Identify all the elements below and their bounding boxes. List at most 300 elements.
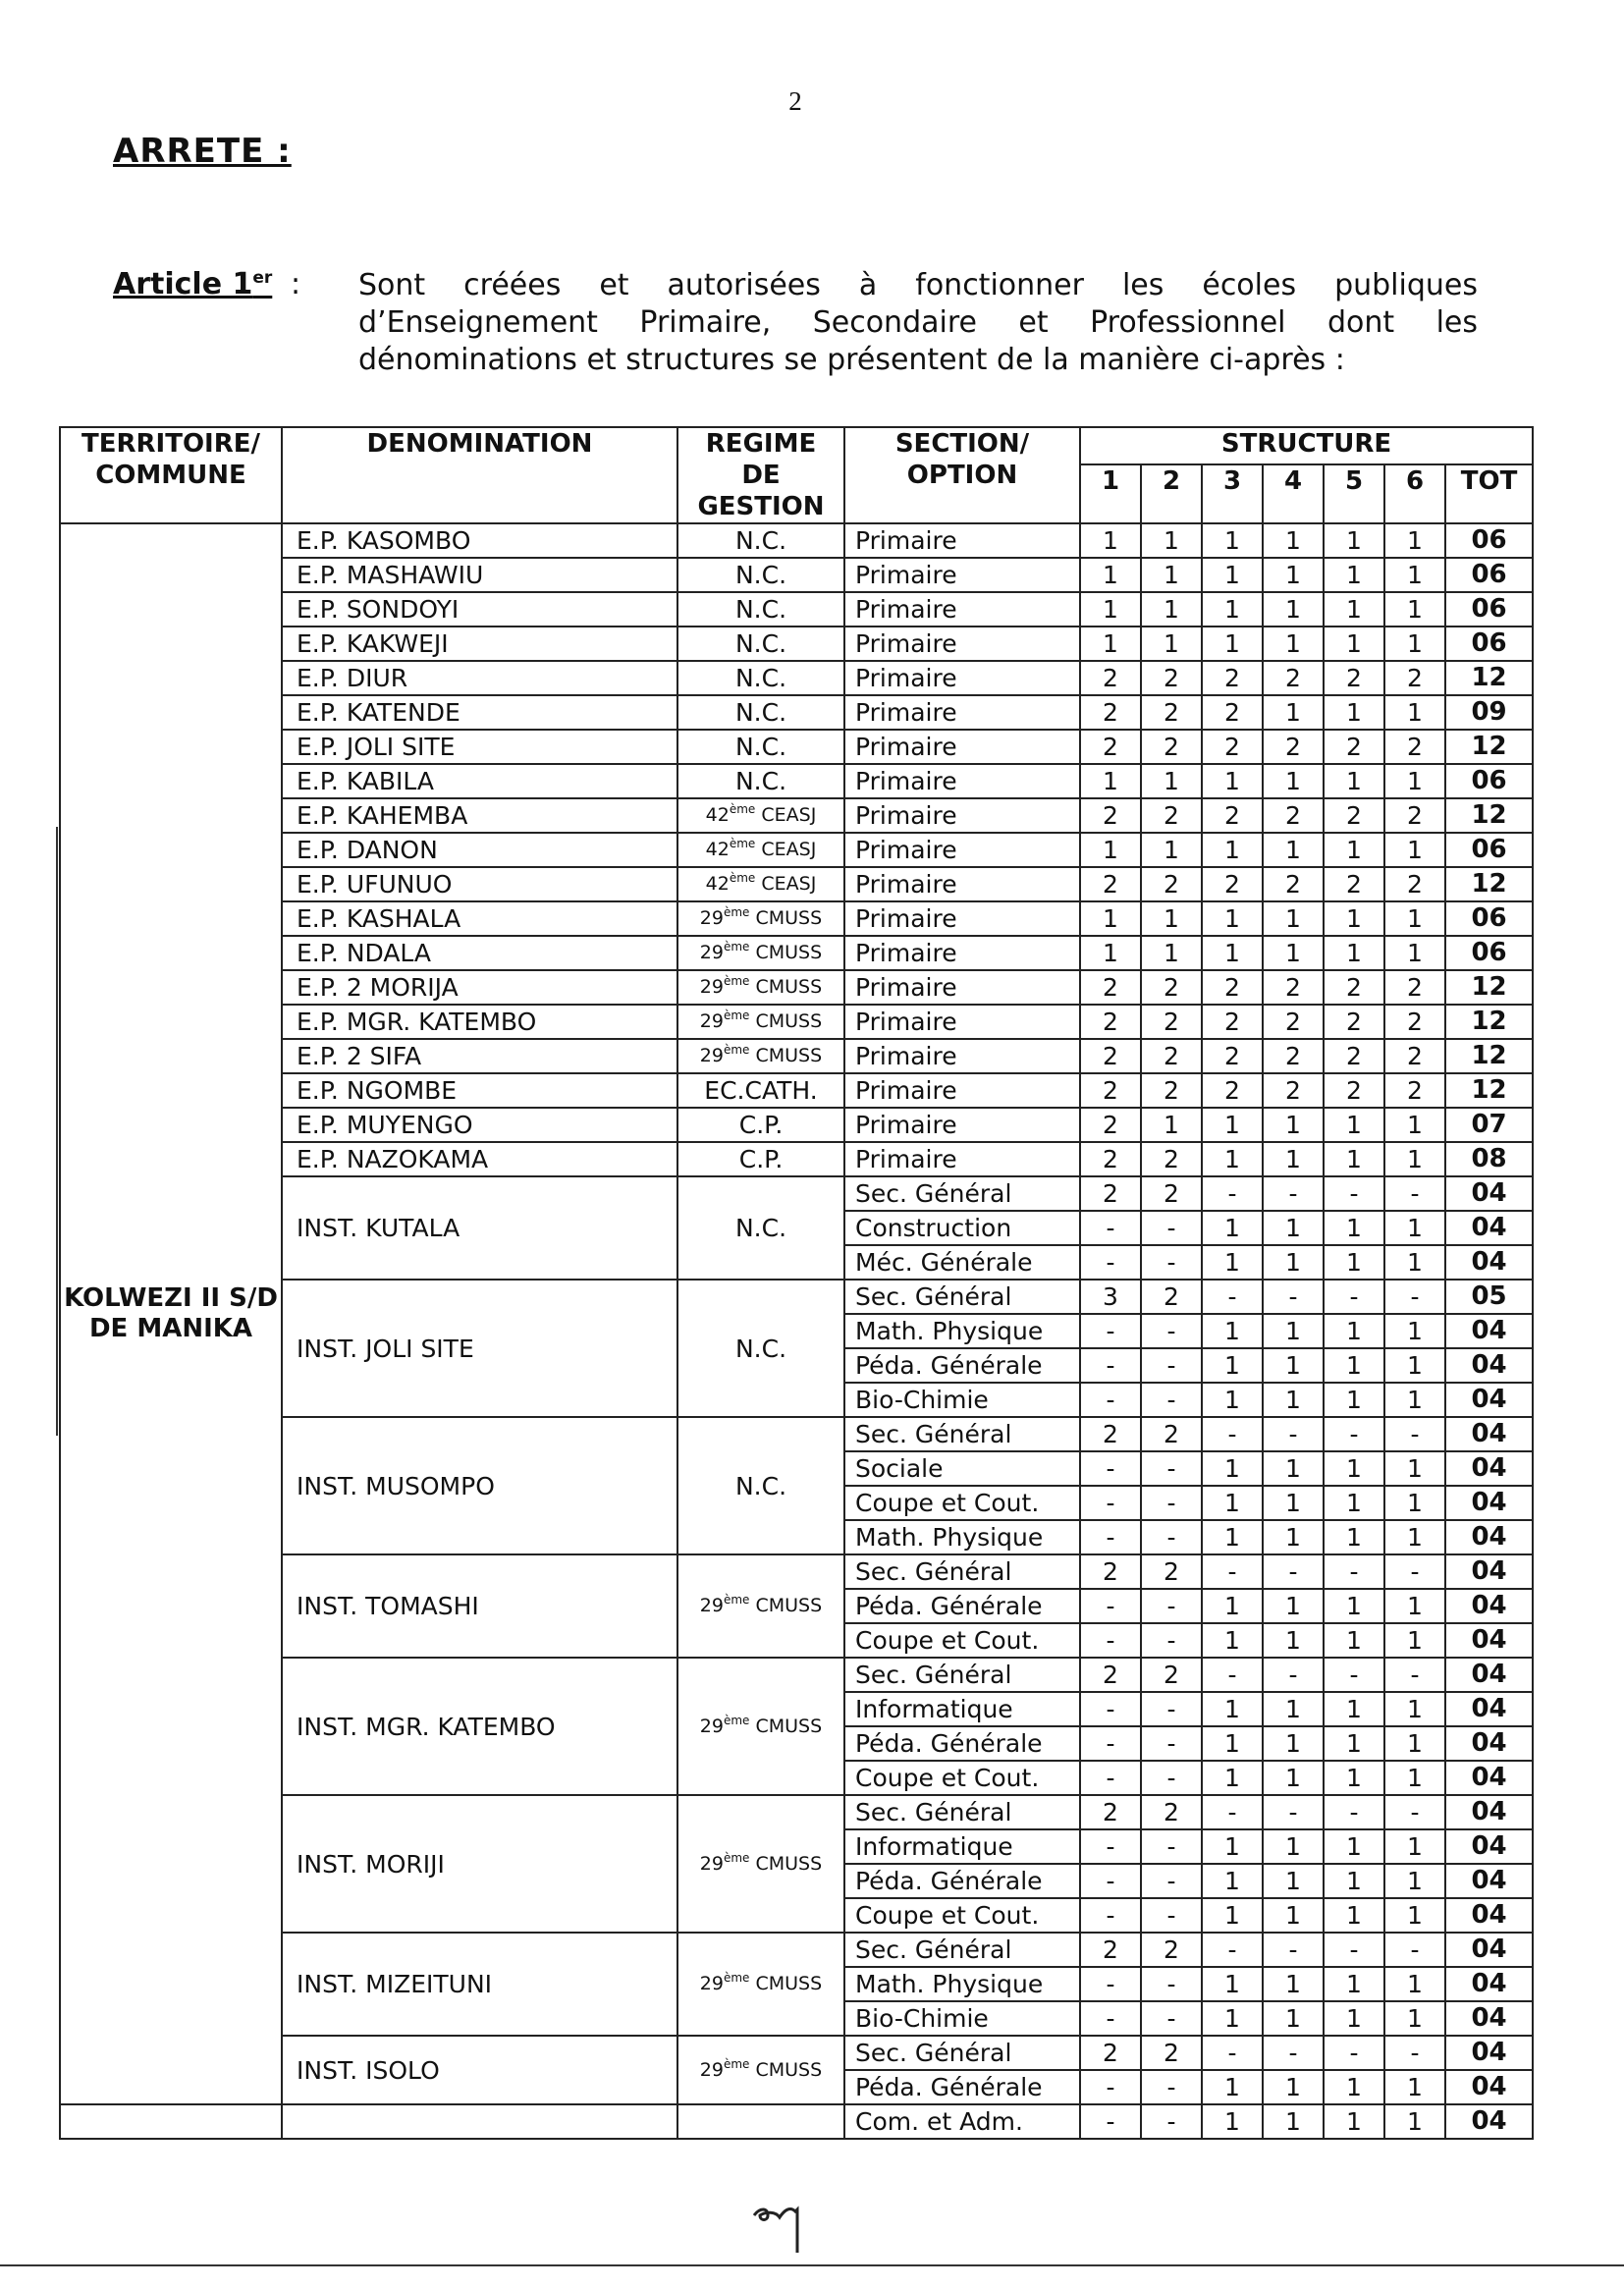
level-6-value: 1 (1384, 1520, 1445, 1554)
level-4-value: 2 (1263, 798, 1324, 833)
regime-suffix: ème (729, 837, 756, 850)
level-3-value: 2 (1202, 1039, 1263, 1073)
total-value: 04 (1445, 2036, 1533, 2070)
level-6-value: 2 (1384, 661, 1445, 695)
level-1-value: - (1080, 2001, 1141, 2036)
level-2-value: - (1141, 1348, 1202, 1383)
level-5-value: 1 (1324, 1520, 1384, 1554)
level-4-value: 1 (1263, 1520, 1324, 1554)
level-4-value: - (1263, 1176, 1324, 1211)
level-1-value: 2 (1080, 1933, 1141, 1967)
level-5-value: 1 (1324, 695, 1384, 730)
section-option: Péda. Générale (844, 1864, 1080, 1898)
institute-name: INST. KUTALA (282, 1176, 677, 1280)
level-5-value: 1 (1324, 1486, 1384, 1520)
section-option: Informatique (844, 1829, 1080, 1864)
regime-body: CMUSS (749, 1045, 823, 1066)
total-value: 07 (1445, 1108, 1533, 1142)
regime-suffix: ème (723, 1713, 750, 1727)
school-name: E.P. MGR. KATEMBO (282, 1005, 677, 1039)
level-4-value: 1 (1263, 1864, 1324, 1898)
level-5-value: 1 (1324, 627, 1384, 661)
regime-number: 42 (705, 804, 730, 826)
section-option: Com. et Adm. (844, 2104, 1080, 2139)
level-4-value: 2 (1263, 1039, 1324, 1073)
level-3-value: 2 (1202, 1073, 1263, 1108)
level-1-value: 1 (1080, 833, 1141, 867)
level-4-value: 1 (1263, 1829, 1324, 1864)
total-value: 04 (1445, 1795, 1533, 1829)
regime-suffix: ème (723, 2056, 750, 2071)
level-1-value: - (1080, 2104, 1141, 2139)
level-3-value: - (1202, 1176, 1263, 1211)
level-4-value: 1 (1263, 833, 1324, 867)
institute-name: INST. MORIJI (282, 1795, 677, 1933)
institute-name: INST. ISOLO (282, 2036, 677, 2104)
level-6-value: 2 (1384, 867, 1445, 901)
section-option: Sec. Général (844, 1933, 1080, 1967)
section-option: Primaire (844, 1073, 1080, 1108)
total-value: 12 (1445, 867, 1533, 901)
level-4-value: - (1263, 1554, 1324, 1589)
level-6-value: - (1384, 1795, 1445, 1829)
regime-body: CEASJ (755, 873, 817, 895)
article-label-sup: er (252, 268, 273, 288)
level-1-value: - (1080, 1761, 1141, 1795)
regime-cell (677, 833, 844, 867)
level-6-value: 1 (1384, 1108, 1445, 1142)
section-option: Sec. Général (844, 1176, 1080, 1211)
regime-cell (677, 1658, 844, 1795)
level-1-value: 2 (1080, 867, 1141, 901)
level-6-value: 2 (1384, 730, 1445, 764)
level-2-value: 2 (1141, 970, 1202, 1005)
level-1-value: - (1080, 1383, 1141, 1417)
level-3-value: - (1202, 1658, 1263, 1692)
level-4-value: 2 (1263, 661, 1324, 695)
section-option: Primaire (844, 730, 1080, 764)
level-5-value: 1 (1324, 1623, 1384, 1658)
regime-cell (677, 1933, 844, 2036)
level-1-value: 2 (1080, 1417, 1141, 1451)
institute-name: INST. MIZEITUNI (282, 1933, 677, 2036)
section-option: Péda. Générale (844, 1589, 1080, 1623)
total-value: 06 (1445, 833, 1533, 867)
level-5-value: 1 (1324, 523, 1384, 558)
level-4-value: 1 (1263, 1692, 1324, 1726)
level-4-value: 1 (1263, 1898, 1324, 1933)
territory-cell: KOLWEZI II S/D DE MANIKA (60, 523, 282, 2104)
total-value: 06 (1445, 901, 1533, 936)
section-option: Primaire (844, 798, 1080, 833)
level-6-value: 1 (1384, 1211, 1445, 1245)
header-level-5: 5 (1324, 464, 1384, 523)
total-value: 04 (1445, 2001, 1533, 2036)
level-2-value: 1 (1141, 1108, 1202, 1142)
school-name: E.P. KATENDE (282, 695, 677, 730)
level-5-value: 1 (1324, 1589, 1384, 1623)
section-option: Péda. Générale (844, 1348, 1080, 1383)
level-4-value: 1 (1263, 936, 1324, 970)
level-2-value: - (1141, 1726, 1202, 1761)
level-4-value: - (1263, 1795, 1324, 1829)
section-option: Bio-Chimie (844, 2001, 1080, 2036)
regime-number: 42 (705, 839, 730, 860)
level-3-value: 1 (1202, 2104, 1263, 2139)
total-value: 06 (1445, 936, 1533, 970)
section-option: Primaire (844, 558, 1080, 592)
regime-number: 29 (699, 1010, 724, 1032)
total-value: 04 (1445, 1176, 1533, 1211)
header-level-6: 6 (1384, 464, 1445, 523)
school-name: E.P. DIUR (282, 661, 677, 695)
level-6-value: 1 (1384, 936, 1445, 970)
level-3-value: - (1202, 1417, 1263, 1451)
level-2-value: 1 (1141, 558, 1202, 592)
level-6-value: - (1384, 1933, 1445, 1967)
school-name: E.P. SONDOYI (282, 592, 677, 627)
regime-cell: N.C. (677, 627, 844, 661)
header-level-1: 1 (1080, 464, 1141, 523)
total-value: 04 (1445, 1417, 1533, 1451)
level-3-value: 1 (1202, 1898, 1263, 1933)
level-5-value: 1 (1324, 2001, 1384, 2036)
regime-body: CMUSS (749, 1973, 823, 1994)
level-4-value: 1 (1263, 1383, 1324, 1417)
total-value: 12 (1445, 1073, 1533, 1108)
total-value: 04 (1445, 1314, 1533, 1348)
level-1-value: 2 (1080, 1176, 1141, 1211)
level-5-value: 2 (1324, 730, 1384, 764)
page-bottom-rule (0, 2264, 1624, 2266)
level-5-value: 1 (1324, 936, 1384, 970)
level-3-value: 1 (1202, 1829, 1263, 1864)
level-5-value: 1 (1324, 764, 1384, 798)
level-6-value: - (1384, 1417, 1445, 1451)
regime-suffix: ème (729, 871, 756, 885)
total-value: 04 (1445, 1692, 1533, 1726)
level-1-value: - (1080, 1314, 1141, 1348)
regime-cell (677, 1005, 844, 1039)
level-4-value: 1 (1263, 1451, 1324, 1486)
level-2-value: - (1141, 1451, 1202, 1486)
document-heading: ARRETE : (113, 132, 292, 171)
section-option: Primaire (844, 1039, 1080, 1073)
level-6-value: 1 (1384, 1692, 1445, 1726)
regime-number: 42 (705, 873, 730, 895)
regime-body: CEASJ (755, 839, 817, 860)
level-6-value: - (1384, 1658, 1445, 1692)
level-2-value: 2 (1141, 1176, 1202, 1211)
section-option: Primaire (844, 695, 1080, 730)
regime-suffix: ème (723, 1850, 750, 1865)
level-5-value: 2 (1324, 867, 1384, 901)
total-value: 04 (1445, 1520, 1533, 1554)
level-3-value: 1 (1202, 1383, 1263, 1417)
level-2-value: 1 (1141, 901, 1202, 936)
level-4-value: 2 (1263, 1073, 1324, 1108)
level-3-value: 1 (1202, 1520, 1263, 1554)
level-5-value: 1 (1324, 1726, 1384, 1761)
regime-body: CMUSS (749, 1010, 823, 1032)
level-3-value: 2 (1202, 730, 1263, 764)
regime-number: 29 (699, 1595, 724, 1616)
section-option: Primaire (844, 833, 1080, 867)
level-2-value: - (1141, 1623, 1202, 1658)
level-1-value: - (1080, 1451, 1141, 1486)
level-3-value: 1 (1202, 1692, 1263, 1726)
level-2-value: 1 (1141, 833, 1202, 867)
level-3-value: 1 (1202, 1245, 1263, 1280)
level-5-value: 2 (1324, 798, 1384, 833)
school-name: E.P. KASOMBO (282, 523, 677, 558)
institute-name: INST. MUSOMPO (282, 1417, 677, 1554)
total-value: 12 (1445, 730, 1533, 764)
level-5-value: - (1324, 1795, 1384, 1829)
header-level-2: 2 (1141, 464, 1202, 523)
header-level-4: 4 (1263, 464, 1324, 523)
empty-regime-cell (677, 2104, 844, 2139)
level-2-value: - (1141, 2070, 1202, 2104)
level-4-value: 1 (1263, 1211, 1324, 1245)
level-2-value: 2 (1141, 661, 1202, 695)
total-value: 06 (1445, 558, 1533, 592)
level-1-value: 2 (1080, 1795, 1141, 1829)
level-1-value: 1 (1080, 764, 1141, 798)
total-value: 04 (1445, 2104, 1533, 2139)
level-2-value: 2 (1141, 1039, 1202, 1073)
level-4-value: 1 (1263, 2001, 1324, 2036)
regime-body: CMUSS (749, 1852, 823, 1875)
level-2-value: - (1141, 1692, 1202, 1726)
level-3-value: - (1202, 1933, 1263, 1967)
level-4-value: 2 (1263, 867, 1324, 901)
level-1-value: - (1080, 1864, 1141, 1898)
level-6-value: 2 (1384, 1073, 1445, 1108)
level-3-value: 1 (1202, 1486, 1263, 1520)
regime-cell (677, 867, 844, 901)
section-option: Sec. Général (844, 1280, 1080, 1314)
regime-cell: C.P. (677, 1108, 844, 1142)
level-3-value: 1 (1202, 558, 1263, 592)
level-2-value: - (1141, 1589, 1202, 1623)
regime-cell: C.P. (677, 1142, 844, 1176)
level-5-value: 1 (1324, 1314, 1384, 1348)
total-value: 04 (1445, 1967, 1533, 2001)
level-4-value: 1 (1263, 1348, 1324, 1383)
level-5-value: 1 (1324, 833, 1384, 867)
school-name: E.P. 2 MORIJA (282, 970, 677, 1005)
level-2-value: - (1141, 1520, 1202, 1554)
level-3-value: 1 (1202, 764, 1263, 798)
level-3-value: 1 (1202, 1864, 1263, 1898)
level-4-value: - (1263, 1280, 1324, 1314)
section-option: Math. Physique (844, 1967, 1080, 2001)
article-label (113, 267, 272, 301)
level-3-value: 1 (1202, 1761, 1263, 1795)
section-option: Sec. Général (844, 1417, 1080, 1451)
page-number: 2 (788, 86, 802, 116)
regime-number: 29 (699, 1973, 724, 1994)
level-6-value: 1 (1384, 833, 1445, 867)
level-5-value: - (1324, 1658, 1384, 1692)
table-row (60, 2104, 1533, 2139)
level-4-value: 1 (1263, 1967, 1324, 2001)
level-2-value: 1 (1141, 523, 1202, 558)
level-6-value: 1 (1384, 627, 1445, 661)
level-2-value: - (1141, 2104, 1202, 2139)
regime-cell (677, 1554, 844, 1658)
level-6-value: - (1384, 2036, 1445, 2070)
section-option: Primaire (844, 867, 1080, 901)
regime-cell: N.C. (677, 1176, 844, 1280)
total-value: 12 (1445, 1039, 1533, 1073)
regime-cell (677, 901, 844, 936)
section-option: Coupe et Cout. (844, 1486, 1080, 1520)
level-1-value: - (1080, 1520, 1141, 1554)
level-2-value: - (1141, 1211, 1202, 1245)
signature-mark (746, 2182, 825, 2261)
level-3-value: 1 (1202, 627, 1263, 661)
section-option: Primaire (844, 1005, 1080, 1039)
level-5-value: 1 (1324, 1761, 1384, 1795)
level-6-value: 1 (1384, 1864, 1445, 1898)
level-6-value: 2 (1384, 1005, 1445, 1039)
regime-suffix: ème (723, 1593, 750, 1607)
total-value: 04 (1445, 1726, 1533, 1761)
level-1-value: 2 (1080, 695, 1141, 730)
total-value: 04 (1445, 1589, 1533, 1623)
section-option: Sec. Général (844, 2036, 1080, 2070)
regime-cell (677, 2036, 844, 2104)
institute-name: INST. MGR. KATEMBO (282, 1658, 677, 1795)
level-1-value: 2 (1080, 798, 1141, 833)
level-5-value: - (1324, 1280, 1384, 1314)
total-value: 04 (1445, 1864, 1533, 1898)
level-5-value: 1 (1324, 1142, 1384, 1176)
level-3-value: 2 (1202, 695, 1263, 730)
level-3-value: 2 (1202, 661, 1263, 695)
level-5-value: 1 (1324, 1967, 1384, 2001)
level-5-value: 1 (1324, 901, 1384, 936)
level-4-value: - (1263, 1658, 1324, 1692)
level-3-value: 1 (1202, 1726, 1263, 1761)
section-option: Péda. Générale (844, 2070, 1080, 2104)
level-6-value: 1 (1384, 592, 1445, 627)
school-name: E.P. NAZOKAMA (282, 1142, 677, 1176)
level-4-value: 1 (1263, 1726, 1324, 1761)
regime-cell: N.C. (677, 1417, 844, 1554)
total-value: 04 (1445, 1623, 1533, 1658)
total-value: 04 (1445, 1761, 1533, 1795)
regime-body: CMUSS (749, 976, 823, 998)
level-6-value: 1 (1384, 2070, 1445, 2104)
level-1-value: - (1080, 1898, 1141, 1933)
level-2-value: 2 (1141, 695, 1202, 730)
level-6-value: 2 (1384, 798, 1445, 833)
regime-body: CMUSS (749, 907, 823, 929)
regime-number: 29 (699, 1852, 724, 1875)
article-label-text: Article 1 (113, 267, 253, 301)
level-2-value: 1 (1141, 936, 1202, 970)
margin-mark (56, 827, 58, 1436)
level-3-value: 2 (1202, 867, 1263, 901)
total-value: 06 (1445, 592, 1533, 627)
level-6-value: 2 (1384, 970, 1445, 1005)
total-value: 06 (1445, 523, 1533, 558)
level-3-value: 1 (1202, 1108, 1263, 1142)
level-1-value: 2 (1080, 1039, 1141, 1073)
level-3-value: - (1202, 2036, 1263, 2070)
level-2-value: 2 (1141, 798, 1202, 833)
level-4-value: 1 (1263, 901, 1324, 936)
schools-table (59, 426, 1534, 2140)
level-2-value: 2 (1141, 1933, 1202, 1967)
level-2-value: - (1141, 1383, 1202, 1417)
level-1-value: 3 (1080, 1280, 1141, 1314)
section-option: Construction (844, 1211, 1080, 1245)
level-2-value: - (1141, 1486, 1202, 1520)
header-structure: STRUCTURE (1080, 427, 1533, 464)
level-1-value: 1 (1080, 523, 1141, 558)
total-value: 09 (1445, 695, 1533, 730)
school-name: E.P. NGOMBE (282, 1073, 677, 1108)
regime-cell (677, 1795, 844, 1933)
level-5-value: 1 (1324, 1692, 1384, 1726)
level-6-value: - (1384, 1176, 1445, 1211)
level-6-value: 1 (1384, 1451, 1445, 1486)
level-6-value: 1 (1384, 1486, 1445, 1520)
total-value: 04 (1445, 1554, 1533, 1589)
level-1-value: 2 (1080, 1108, 1141, 1142)
regime-cell (677, 936, 844, 970)
level-5-value: 1 (1324, 1898, 1384, 1933)
level-5-value: 1 (1324, 1245, 1384, 1280)
level-2-value: 2 (1141, 730, 1202, 764)
level-6-value: 1 (1384, 2001, 1445, 2036)
level-4-value: 1 (1263, 1761, 1324, 1795)
level-3-value: 1 (1202, 2070, 1263, 2104)
level-1-value: - (1080, 1726, 1141, 1761)
level-3-value: - (1202, 1554, 1263, 1589)
level-5-value: 1 (1324, 2104, 1384, 2139)
regime-cell: N.C. (677, 764, 844, 798)
article-colon: : (291, 267, 301, 301)
section-option: Sociale (844, 1451, 1080, 1486)
level-1-value: - (1080, 2070, 1141, 2104)
section-option: Primaire (844, 764, 1080, 798)
level-2-value: - (1141, 1245, 1202, 1280)
section-option: Coupe et Cout. (844, 1761, 1080, 1795)
section-option: Sec. Général (844, 1795, 1080, 1829)
total-value: 04 (1445, 1829, 1533, 1864)
total-value: 12 (1445, 970, 1533, 1005)
level-1-value: - (1080, 1245, 1141, 1280)
total-value: 04 (1445, 1933, 1533, 1967)
level-4-value: 1 (1263, 558, 1324, 592)
level-6-value: 1 (1384, 1142, 1445, 1176)
section-option: Bio-Chimie (844, 1383, 1080, 1417)
regime-cell: N.C. (677, 523, 844, 558)
level-4-value: 1 (1263, 695, 1324, 730)
level-2-value: - (1141, 2001, 1202, 2036)
level-5-value: 2 (1324, 970, 1384, 1005)
level-3-value: 2 (1202, 1005, 1263, 1039)
level-3-value: 1 (1202, 1589, 1263, 1623)
regime-cell: N.C. (677, 661, 844, 695)
level-3-value: 1 (1202, 1348, 1263, 1383)
empty-name-cell (282, 2104, 677, 2139)
